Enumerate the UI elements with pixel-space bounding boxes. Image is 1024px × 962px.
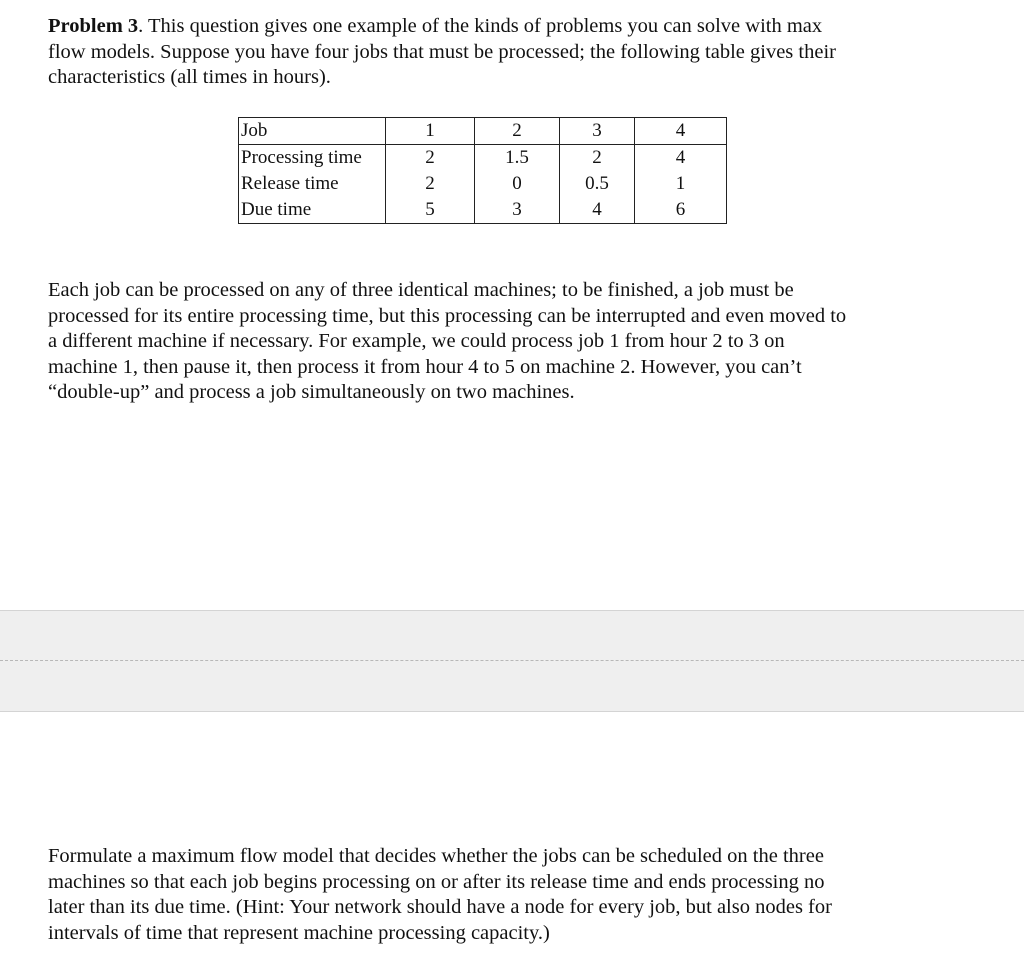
job-characteristics-table bbox=[238, 117, 727, 224]
rules-line: “double-up” and process a job simultaneously on two machines. bbox=[48, 381, 575, 403]
rules-line: machine 1, then pause it, then process it from hour 4 to 5 on machine 2. However, you can’t bbox=[48, 355, 802, 378]
table-cell: 1 bbox=[386, 118, 475, 145]
machine-rules-paragraph bbox=[48, 278, 928, 406]
table-row-processing-time bbox=[239, 145, 727, 172]
rules-line: a different machine if necessary. For example, we could process job 1 from hour 2 to 3 on bbox=[48, 330, 785, 352]
table-cell: 0 bbox=[475, 171, 560, 197]
rules-line: processed for its entire processing time, but this processing can be interrupted and even moved to bbox=[48, 304, 847, 327]
task-line: later than its due time. (Hint: Your network should have a node for every job, but also nodes for bbox=[48, 896, 832, 918]
row-label: Due time bbox=[239, 197, 386, 224]
table-cell: 3 bbox=[560, 118, 635, 145]
table-cell: 3 bbox=[475, 197, 560, 224]
task-line: intervals of time that represent machine processing capacity.) bbox=[48, 921, 550, 944]
table-cell: 6 bbox=[635, 197, 727, 224]
intro-line-3: characteristics (all times in hours). bbox=[48, 66, 331, 88]
problem-heading: Problem 3 bbox=[48, 15, 139, 37]
table-cell: 2 bbox=[386, 171, 475, 197]
table-row-job bbox=[239, 118, 727, 145]
table-cell: 0.5 bbox=[560, 171, 635, 197]
row-label: Job bbox=[239, 118, 386, 145]
table-cell: 4 bbox=[635, 118, 727, 145]
table-cell: 1 bbox=[635, 171, 727, 197]
table-cell: 4 bbox=[635, 145, 727, 172]
table-cell: 5 bbox=[386, 197, 475, 224]
page-break bbox=[0, 610, 1024, 712]
task-line: machines so that each job begins processing on or after its release time and ends processing no bbox=[48, 870, 825, 893]
rules-line: Each job can be processed on any of three identical machines; to be finished, a job must be bbox=[48, 279, 794, 301]
table-cell: 1.5 bbox=[475, 145, 560, 172]
table-cell: 2 bbox=[475, 118, 560, 145]
row-label: Processing time bbox=[239, 145, 386, 172]
table-cell: 2 bbox=[560, 145, 635, 172]
row-label: Release time bbox=[239, 171, 386, 197]
intro-line-2: flow models. Suppose you have four jobs that must be processed; the following table gives their bbox=[48, 40, 836, 63]
task-line: Formulate a maximum flow model that decides whether the jobs can be scheduled on the three bbox=[48, 845, 824, 867]
table-row-release-time bbox=[239, 171, 727, 197]
table-cell: 2 bbox=[386, 145, 475, 172]
intro-line-1: Problem 3. This question gives one example of the kinds of problems you can solve with max bbox=[48, 15, 823, 37]
table-cell: 4 bbox=[560, 197, 635, 224]
problem-intro-paragraph bbox=[48, 14, 928, 91]
task-paragraph bbox=[48, 844, 928, 946]
table-row-due-time bbox=[239, 197, 727, 224]
page-break-divider bbox=[0, 660, 1024, 661]
